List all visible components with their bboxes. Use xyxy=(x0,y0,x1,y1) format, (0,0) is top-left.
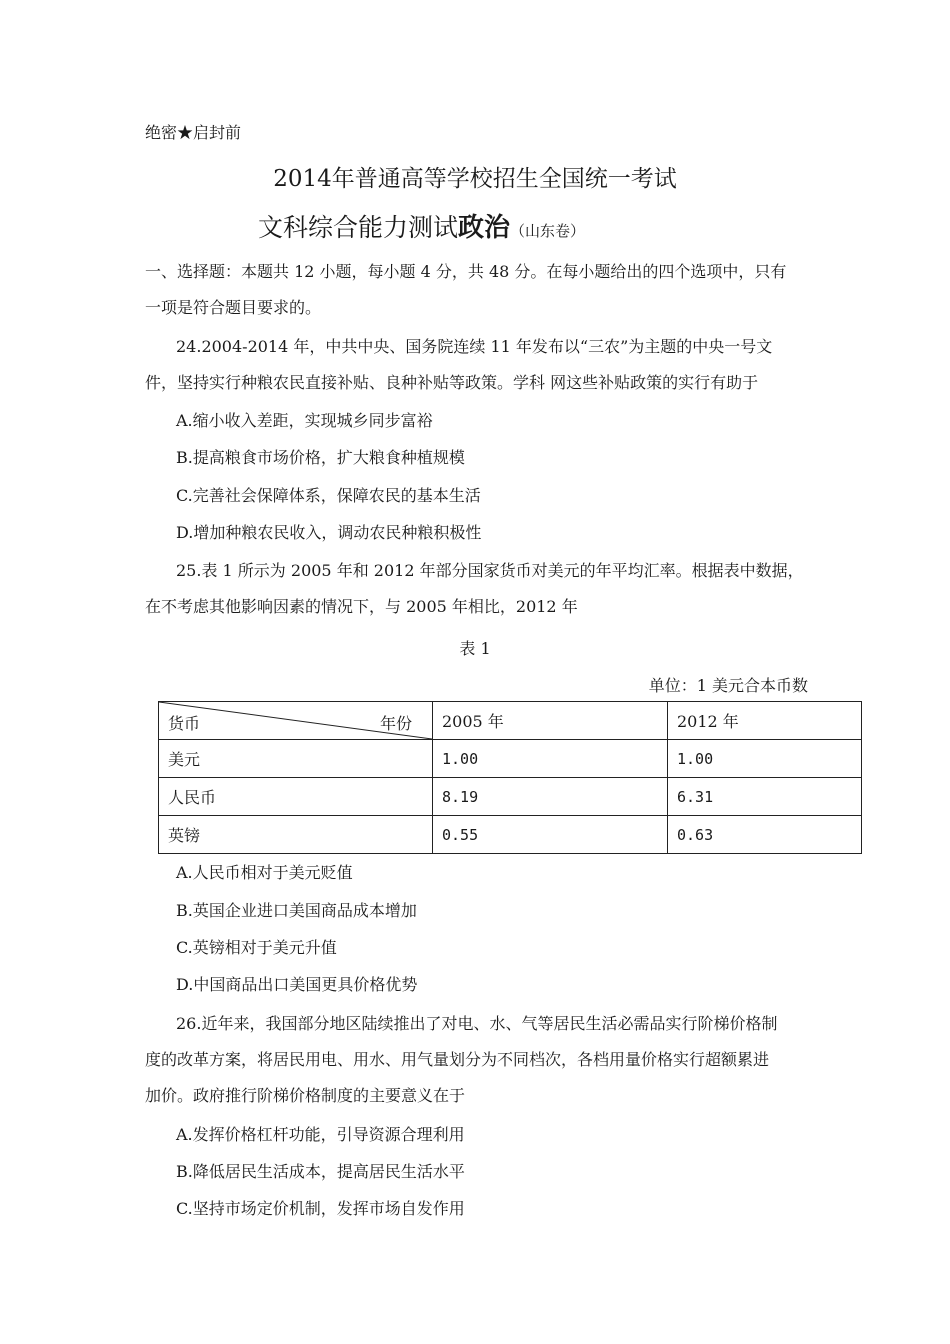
q26-option-b: B.降低居民生活成本，提高居民生活水平 xyxy=(176,1162,465,1181)
rate-2012-cell: 1.00 xyxy=(668,740,862,778)
q25-stem-line2: 在不考虑其他影响因素的情况下，与 2005 年相比，2012 年 xyxy=(145,597,578,616)
q25-option-a: A.人民币相对于美元贬值 xyxy=(176,863,353,882)
table-row xyxy=(159,778,862,816)
section-instructions-line1: 一、选择题：本题共 12 小题，每小题 4 分，共 48 分。在每小题给出的四个选项中，只有 xyxy=(145,262,787,281)
q24-option-a: A.缩小收入差距，实现城乡同步富裕 xyxy=(176,411,433,430)
q24-option-c: C.完善社会保障体系，保障农民的基本生活 xyxy=(176,486,481,505)
q26-stem-line1: 26.近年来，我国部分地区陆续推出了对电、水、气等居民生活必需品实行阶梯价格制 xyxy=(176,1014,778,1033)
rate-2005-cell: 0.55 xyxy=(433,816,668,854)
table-corner-cell xyxy=(159,702,433,740)
subtitle-region: （山东卷） xyxy=(510,222,586,240)
currency-cell: 英镑 xyxy=(159,816,433,854)
header-2005: 2005 年 xyxy=(433,702,668,740)
q24-stem-line1: 24.2004-2014 年，中共中央、国务院连续 11 年发布以“三农”为主题的中央一号文 xyxy=(176,337,773,356)
q24-option-d: D.增加种粮农民收入，调动农民种粮积极性 xyxy=(176,523,482,542)
subtitle-subject: 政治 xyxy=(458,213,511,243)
rate-2005-cell: 1.00 xyxy=(433,740,668,778)
table-unit: 单位：1 美元合本币数 xyxy=(648,676,808,695)
q26-stem-line2: 度的改革方案，将居民用电、用水、用气量划分为不同档次，各档用量价格实行超额累进 xyxy=(145,1050,770,1069)
rate-2005-cell: 8.19 xyxy=(433,778,668,816)
q25-option-d: D.中国商品出口美国更具价格优势 xyxy=(176,975,418,994)
q25-option-c: C.英镑相对于美元升值 xyxy=(176,938,337,957)
q25-stem-line1: 25.表 1 所示为 2005 年和 2012 年部分国家货币对美元的年平均汇率。根据表中数据， xyxy=(176,561,804,580)
q24-stem-line2: 件，坚持实行种粮农民直接补贴、良种补贴等政策。学科 网这些补贴政策的实行有助于 xyxy=(145,373,759,392)
table-row xyxy=(159,816,862,854)
q25-option-b: B.英国企业进口美国商品成本增加 xyxy=(176,901,417,920)
q24-option-b: B.提高粮食市场价格，扩大粮食种植规模 xyxy=(176,448,465,467)
q26-option-c: C.坚持市场定价机制，发挥市场自发作用 xyxy=(176,1199,465,1218)
table-header-row xyxy=(159,702,862,740)
header-2012: 2012 年 xyxy=(668,702,862,740)
exchange-rate-table xyxy=(158,701,862,854)
exam-subtitle xyxy=(258,212,585,247)
q26-stem-line3: 加价。政府推行阶梯价格制度的主要意义在于 xyxy=(145,1086,466,1105)
rate-2012-cell: 0.63 xyxy=(668,816,862,854)
q26-option-a: A.发挥价格杠杆功能，引导资源合理利用 xyxy=(176,1125,465,1144)
secret-mark: 绝密★启封前 xyxy=(145,123,242,142)
corner-label-currency: 货币 xyxy=(168,714,201,733)
currency-cell: 美元 xyxy=(159,740,433,778)
rate-2012-cell: 6.31 xyxy=(668,778,862,816)
exam-title: 2014年普通高等学校招生全国统一考试 xyxy=(273,166,677,192)
table-caption: 表 1 xyxy=(459,639,491,658)
corner-label-year: 年份 xyxy=(379,714,412,733)
currency-cell: 人民币 xyxy=(159,778,433,816)
table-row xyxy=(159,740,862,778)
subtitle-main: 文科综合能力测试 xyxy=(258,213,459,242)
section-instructions-line2: 一项是符合题目要求的。 xyxy=(145,298,322,317)
